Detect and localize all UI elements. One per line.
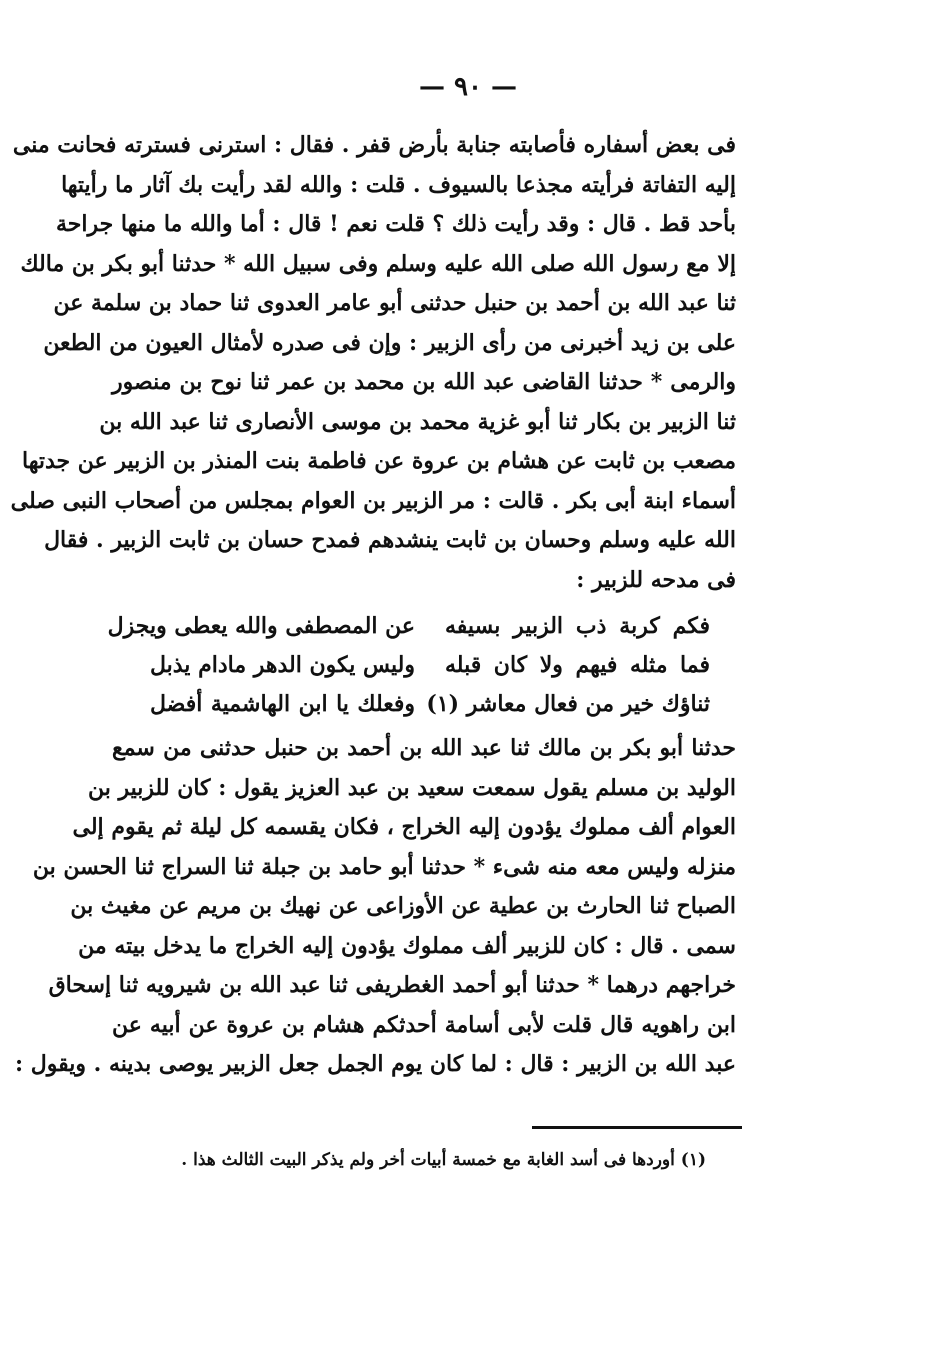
text-line: إلا مع رسول الله صلى الله عليه وسلم وفى سبيل الله * حدثنا أبو بكر بن مالك: [20, 250, 736, 277]
text-line: الصباح ثنا الحارث بن عطية عن الأوزاعى عن نهيك بن مريم عن مغيث بن: [70, 893, 736, 919]
verse-first-half: فكم كربة ذب الزبير بسيفه: [445, 612, 710, 639]
paragraph-1: [10, 126, 736, 600]
footnote-divider: [532, 1126, 742, 1129]
text-line: على بن زيد أخبرنى من رأى الزبير : وإن فى صدره لأمثال العيون من الطعن: [43, 329, 736, 356]
text-line: ثنا عبد الله بن أحمد بن حنبل حدثنى أبو عامر العدوى ثنا حماد بن سلمة عن: [53, 290, 736, 316]
verse-first-half: ثناؤك خير من فعال معاشر (١): [426, 690, 710, 717]
poem-verse: [107, 606, 710, 645]
verse-first-half: فما مثله فيهم ولا كان قبله: [445, 651, 710, 678]
text-line: ثنا الزبير بن بكار ثنا أبو غزية محمد بن موسى الأنصارى ثنا عبد الله بن: [99, 408, 736, 435]
poem-verse: [150, 684, 710, 723]
text-line: فى بعض أسفاره فأصابته جنابة بأرض قفر . فقال : استرنى فسترته فحانت منى: [12, 132, 736, 158]
poem-verse: [150, 645, 710, 684]
verse-second-half: وفعلك يا ابن الهاشمية أفضل: [150, 690, 415, 717]
text-line: أسماء ابنة أبى بكر . قالت : مر الزبير بن العوام بمجلس من أصحاب النبى صلى: [10, 487, 736, 514]
verse-second-half: وليس يكون الدهر مادام يذبل: [149, 651, 415, 678]
paragraph-2: [14, 729, 736, 1085]
text-line: عبد الله بن الزبير : قال : لما كان يوم الجمل جعل الزبير يوصى بدينه . ويقول :: [14, 1051, 736, 1077]
text-line: إليه التفاتة فرأيته مجذعا بالسيوف . قلت : والله لقد رأيت بك آثار ما رأيتها: [61, 171, 736, 198]
page-number: — ٩٠ —: [418, 72, 518, 102]
text-line-short: فى مدحه للزبير :: [576, 566, 736, 593]
text-line: الوليد بن مسلم يقول سمعت سعيد بن عبد العزيز يقول : كان للزبير بن: [87, 774, 736, 801]
text-line: والرمى * حدثنا القاضى عبد الله بن محمد بن عمر ثنا نوح بن منصور: [112, 369, 736, 395]
text-line: سمى . قال : كان للزبير ألف مملوك يؤدون إليه الخراج ما يدخل بيته من: [78, 932, 736, 959]
text-line: بأحد قط . قال : وقد رأيت ذلك ؟ قلت نعم ! قال : أما والله ما منها جراحة: [56, 211, 736, 237]
text-line: مصعب بن ثابت عن هشام بن عروة عن فاطمة بنت المنذر بن الزبير عن جدتها: [22, 448, 736, 474]
verse-second-half: عن المصطفى والله يعطى ويجزل: [107, 612, 415, 639]
text-line: الله عليه وسلم وحسان بن ثابت ينشدهم فمدح حسان بن ثابت الزبير . فقال: [44, 527, 736, 553]
text-line: منزله وليس معه منه شىء * حدثنا أبو حامد بن جبلة ثنا السراج ثنا الحسن بن: [32, 853, 736, 880]
text-line: العوام ألف مملوك يؤدون إليه الخراج ، فكان يقسمه كل ليلة ثم يقوم إلى: [72, 814, 736, 840]
poem: [107, 606, 710, 723]
text-line: خراجهم درهما * حدثنا أبو أحمد الغطريفى ثنا عبد الله بن شيرويه ثنا إسحاق: [48, 972, 736, 998]
text-line: حدثنا أبو بكر بن مالك ثنا عبد الله بن أحمد بن حنبل حدثنى من سمع: [112, 735, 736, 761]
text-line: ابن راهويه قال قلت لأبى أسامة أحدثكم هشام بن عروة عن أبيه عن: [112, 1011, 736, 1038]
footnote: (١) أوردها فى أسد الغابة مع خمسة أبيات أخر ولم يذكر البيت الثالث هذا .: [181, 1150, 706, 1170]
